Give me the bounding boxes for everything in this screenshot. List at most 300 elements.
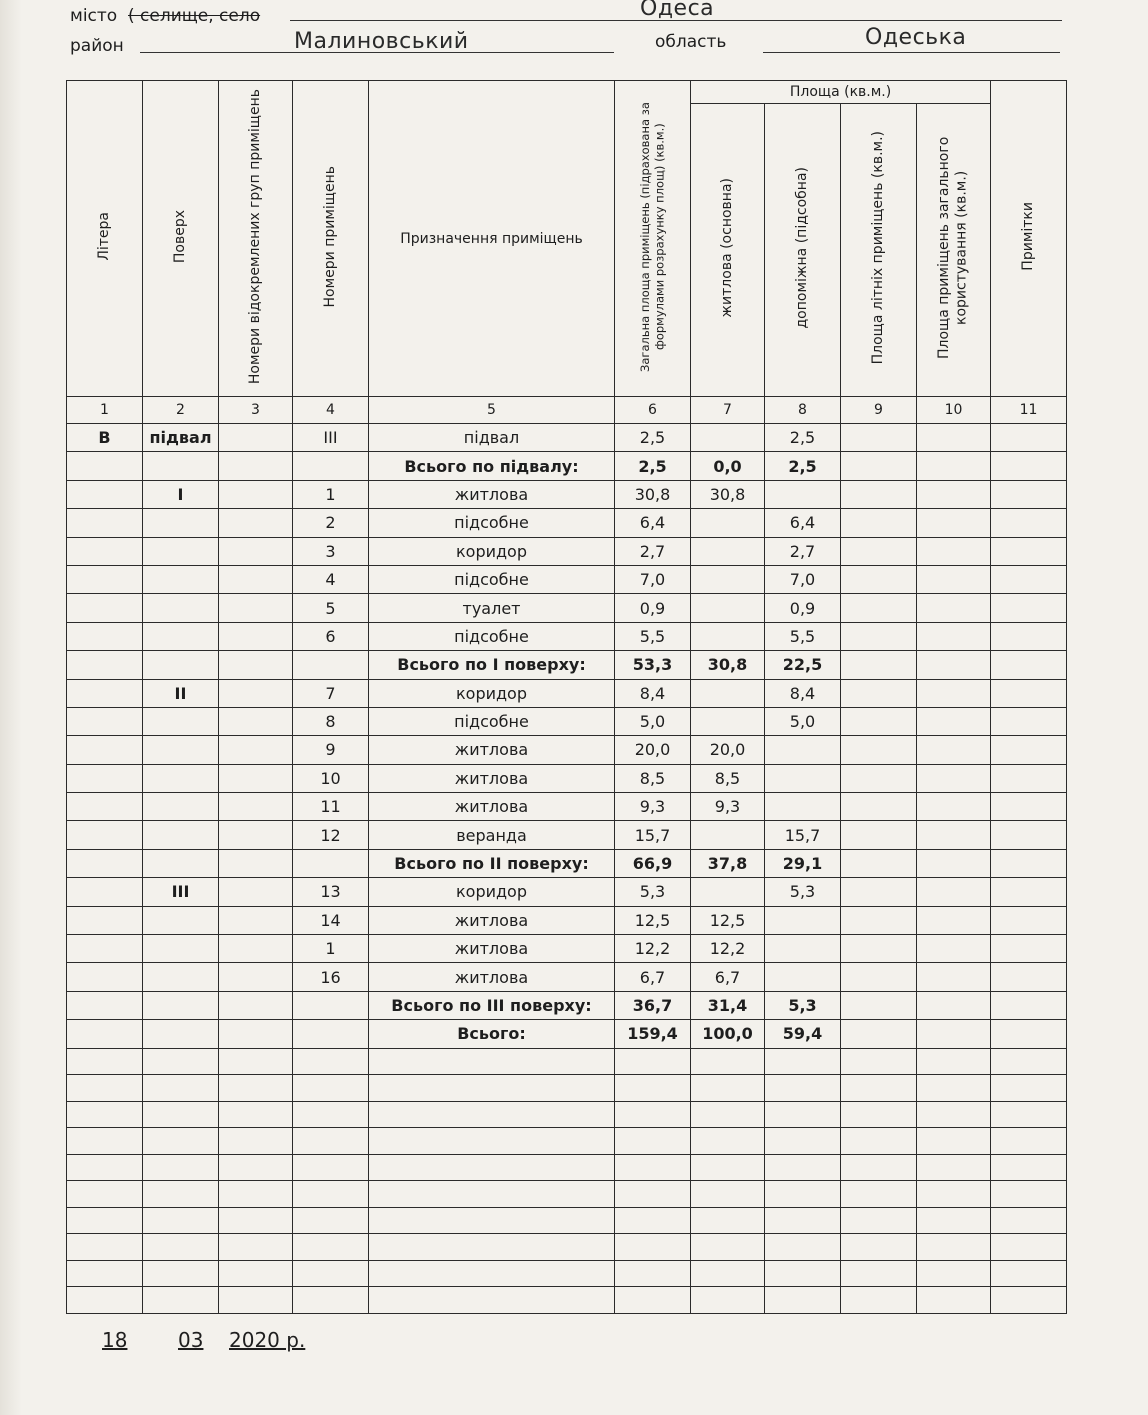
cell-group <box>219 651 293 679</box>
cell-common <box>917 736 991 764</box>
column-number: 5 <box>369 397 615 424</box>
cell-living: 0,0 <box>691 452 765 480</box>
blank-cell <box>293 1075 369 1102</box>
cell-group <box>219 906 293 934</box>
cell-living <box>691 622 765 650</box>
blank-cell <box>917 1181 991 1208</box>
col-header-summer: Площа літніх приміщень (кв.м.) <box>841 104 917 397</box>
blank-cell <box>991 1075 1067 1102</box>
cell-group <box>219 991 293 1019</box>
cell-group <box>219 509 293 537</box>
blank-cell <box>765 1075 841 1102</box>
cell-living: 8,5 <box>691 764 765 792</box>
total-row <box>67 452 1067 480</box>
cell-litera <box>67 963 143 991</box>
blank-cell <box>841 1181 917 1208</box>
cell-litera <box>67 906 143 934</box>
col-header-notes: Примітки <box>991 81 1067 397</box>
table-row <box>67 764 1067 792</box>
table-row <box>67 480 1067 508</box>
blank-cell <box>293 1048 369 1075</box>
blank-cell <box>293 1234 369 1261</box>
cell-notes <box>991 935 1067 963</box>
cell-group <box>219 424 293 452</box>
cell-common <box>917 1020 991 1048</box>
blank-cell <box>691 1128 765 1155</box>
cell-floor: I <box>143 480 219 508</box>
table-body <box>67 424 1067 1314</box>
cell-total: 5,5 <box>615 622 691 650</box>
cell-auxiliary: 5,5 <box>765 622 841 650</box>
blank-row <box>67 1234 1067 1261</box>
cell-floor: підвал <box>143 424 219 452</box>
column-number: 4 <box>293 397 369 424</box>
cell-common <box>917 424 991 452</box>
column-number: 11 <box>991 397 1067 424</box>
cell-auxiliary: 8,4 <box>765 679 841 707</box>
cell-common <box>917 963 991 991</box>
blank-row <box>67 1287 1067 1314</box>
cell-litera <box>67 849 143 877</box>
cell-common <box>917 906 991 934</box>
cell-group <box>219 679 293 707</box>
table-row <box>67 537 1067 565</box>
region-value: Одеська <box>865 25 967 50</box>
cell-purpose: житлова <box>369 906 615 934</box>
cell-notes <box>991 424 1067 452</box>
cell-group <box>219 963 293 991</box>
cell-purpose: підсобне <box>369 565 615 593</box>
blank-cell <box>765 1048 841 1075</box>
cell-total: 2,5 <box>615 424 691 452</box>
cell-purpose: житлова <box>369 963 615 991</box>
total-row <box>67 1020 1067 1048</box>
cell-purpose: житлова <box>369 764 615 792</box>
cell-litera <box>67 878 143 906</box>
cell-room: 11 <box>293 793 369 821</box>
blank-cell <box>841 1260 917 1287</box>
blank-cell <box>293 1181 369 1208</box>
cell-purpose: житлова <box>369 793 615 821</box>
blank-row <box>67 1128 1067 1155</box>
table-row <box>67 622 1067 650</box>
cell-notes <box>991 452 1067 480</box>
cell-purpose: Всього по підвалу: <box>369 452 615 480</box>
blank-cell <box>917 1128 991 1155</box>
cell-room: 7 <box>293 679 369 707</box>
cell-summer <box>841 651 917 679</box>
cell-total: 6,7 <box>615 963 691 991</box>
column-number: 2 <box>143 397 219 424</box>
blank-cell <box>293 1260 369 1287</box>
cell-total: 2,5 <box>615 452 691 480</box>
cell-room: III <box>293 424 369 452</box>
column-number: 10 <box>917 397 991 424</box>
date-year: 2020 р. <box>229 1328 306 1352</box>
cell-living: 30,8 <box>691 651 765 679</box>
cell-room <box>293 651 369 679</box>
blank-cell <box>369 1101 615 1128</box>
cell-living <box>691 594 765 622</box>
cell-room: 1 <box>293 935 369 963</box>
blank-cell <box>67 1234 143 1261</box>
blank-cell <box>765 1234 841 1261</box>
cell-floor <box>143 1020 219 1048</box>
blank-cell <box>691 1181 765 1208</box>
cell-room: 8 <box>293 707 369 735</box>
blank-cell <box>369 1048 615 1075</box>
table-row <box>67 935 1067 963</box>
cell-group <box>219 594 293 622</box>
cell-summer <box>841 509 917 537</box>
blank-cell <box>615 1128 691 1155</box>
cell-floor <box>143 935 219 963</box>
cell-summer <box>841 480 917 508</box>
cell-room: 10 <box>293 764 369 792</box>
cell-notes <box>991 793 1067 821</box>
blank-cell <box>991 1260 1067 1287</box>
cell-litera <box>67 594 143 622</box>
cell-living <box>691 707 765 735</box>
cell-auxiliary: 29,1 <box>765 849 841 877</box>
city-value: Одеса <box>640 0 715 21</box>
col-header-rooms: Номери приміщень <box>293 81 369 397</box>
col-header-total: Загальна площа приміщень (підрахована за формулами розрахунку площ) (кв.м.) <box>615 81 691 397</box>
cell-auxiliary: 22,5 <box>765 651 841 679</box>
cell-room: 14 <box>293 906 369 934</box>
cell-living: 100,0 <box>691 1020 765 1048</box>
cell-total: 159,4 <box>615 1020 691 1048</box>
cell-notes <box>991 509 1067 537</box>
col-header-groups: Номери відокремлених груп приміщень <box>219 81 293 397</box>
cell-total: 66,9 <box>615 849 691 877</box>
cell-room <box>293 452 369 480</box>
cell-total: 8,4 <box>615 679 691 707</box>
district-label: район <box>70 36 124 56</box>
cell-group <box>219 537 293 565</box>
cell-purpose: підсобне <box>369 509 615 537</box>
blank-cell <box>991 1181 1067 1208</box>
blank-cell <box>67 1260 143 1287</box>
cell-living <box>691 821 765 849</box>
cell-common <box>917 991 991 1019</box>
table-row <box>67 906 1067 934</box>
blank-cell <box>293 1287 369 1314</box>
blank-cell <box>67 1181 143 1208</box>
cell-floor <box>143 452 219 480</box>
cell-floor <box>143 509 219 537</box>
blank-cell <box>691 1207 765 1234</box>
blank-cell <box>369 1260 615 1287</box>
cell-auxiliary: 2,7 <box>765 537 841 565</box>
cell-auxiliary <box>765 793 841 821</box>
cell-group <box>219 565 293 593</box>
blank-cell <box>143 1234 219 1261</box>
table-row <box>67 679 1067 707</box>
cell-summer <box>841 935 917 963</box>
cell-notes <box>991 991 1067 1019</box>
cell-floor <box>143 963 219 991</box>
cell-total: 6,4 <box>615 509 691 537</box>
blank-cell <box>991 1154 1067 1181</box>
cell-purpose: підсобне <box>369 707 615 735</box>
cell-summer <box>841 906 917 934</box>
blank-cell <box>841 1154 917 1181</box>
cell-common <box>917 849 991 877</box>
cell-floor <box>143 849 219 877</box>
blank-cell <box>991 1287 1067 1314</box>
blank-row <box>67 1260 1067 1287</box>
blank-cell <box>691 1101 765 1128</box>
blank-cell <box>917 1287 991 1314</box>
cell-common <box>917 821 991 849</box>
cell-room: 4 <box>293 565 369 593</box>
blank-cell <box>615 1181 691 1208</box>
cell-litera <box>67 679 143 707</box>
cell-purpose: Всього по I поверху: <box>369 651 615 679</box>
settlement-label-struck: ( селище, село <box>128 6 261 26</box>
cell-group <box>219 736 293 764</box>
blank-row <box>67 1075 1067 1102</box>
cell-litera <box>67 1020 143 1048</box>
blank-row <box>67 1181 1067 1208</box>
blank-cell <box>143 1101 219 1128</box>
cell-notes <box>991 764 1067 792</box>
blank-cell <box>219 1181 293 1208</box>
region-underline <box>763 52 1060 53</box>
blank-cell <box>691 1260 765 1287</box>
cell-living: 6,7 <box>691 963 765 991</box>
col-header-area-group: Площа (кв.м.) <box>691 81 991 104</box>
blank-cell <box>841 1101 917 1128</box>
premises-table <box>66 80 1067 1314</box>
cell-summer <box>841 764 917 792</box>
blank-cell <box>67 1101 143 1128</box>
cell-auxiliary: 2,5 <box>765 452 841 480</box>
cell-room <box>293 849 369 877</box>
cell-common <box>917 679 991 707</box>
blank-cell <box>219 1260 293 1287</box>
blank-cell <box>615 1207 691 1234</box>
total-row <box>67 849 1067 877</box>
table-row <box>67 509 1067 537</box>
blank-cell <box>691 1154 765 1181</box>
cell-total: 9,3 <box>615 793 691 821</box>
cell-living: 12,2 <box>691 935 765 963</box>
cell-living: 37,8 <box>691 849 765 877</box>
blank-cell <box>841 1128 917 1155</box>
blank-cell <box>293 1207 369 1234</box>
cell-living <box>691 679 765 707</box>
cell-litera <box>67 991 143 1019</box>
cell-common <box>917 793 991 821</box>
cell-common <box>917 480 991 508</box>
column-number: 8 <box>765 397 841 424</box>
cell-notes <box>991 1020 1067 1048</box>
cell-group <box>219 878 293 906</box>
cell-room <box>293 1020 369 1048</box>
cell-living <box>691 509 765 537</box>
cell-auxiliary: 15,7 <box>765 821 841 849</box>
blank-cell <box>219 1101 293 1128</box>
blank-cell <box>143 1207 219 1234</box>
blank-cell <box>143 1154 219 1181</box>
cell-summer <box>841 679 917 707</box>
cell-total: 7,0 <box>615 565 691 593</box>
cell-living: 9,3 <box>691 793 765 821</box>
blank-cell <box>143 1287 219 1314</box>
cell-floor <box>143 793 219 821</box>
date-month: 03 <box>178 1328 204 1352</box>
cell-summer <box>841 1020 917 1048</box>
table-row <box>67 793 1067 821</box>
cell-auxiliary: 5,3 <box>765 878 841 906</box>
blank-cell <box>219 1154 293 1181</box>
cell-purpose: туалет <box>369 594 615 622</box>
cell-summer <box>841 565 917 593</box>
cell-purpose: підсобне <box>369 622 615 650</box>
cell-total: 30,8 <box>615 480 691 508</box>
blank-cell <box>369 1154 615 1181</box>
cell-living: 30,8 <box>691 480 765 508</box>
page-shadow-edge <box>0 0 22 1415</box>
cell-litera <box>67 537 143 565</box>
cell-notes <box>991 963 1067 991</box>
cell-purpose: житлова <box>369 480 615 508</box>
blank-cell <box>143 1260 219 1287</box>
cell-total: 12,5 <box>615 906 691 934</box>
blank-cell <box>143 1128 219 1155</box>
blank-cell <box>67 1207 143 1234</box>
blank-cell <box>765 1154 841 1181</box>
cell-room: 13 <box>293 878 369 906</box>
table-row <box>67 963 1067 991</box>
cell-floor <box>143 821 219 849</box>
cell-auxiliary <box>765 963 841 991</box>
blank-cell <box>841 1287 917 1314</box>
table-row <box>67 736 1067 764</box>
cell-floor: III <box>143 878 219 906</box>
cell-notes <box>991 594 1067 622</box>
cell-group <box>219 707 293 735</box>
cell-living: 20,0 <box>691 736 765 764</box>
blank-cell <box>917 1101 991 1128</box>
cell-room: 12 <box>293 821 369 849</box>
col-header-common: Площа приміщень загального користування (кв.м.) <box>917 104 991 397</box>
cell-floor <box>143 565 219 593</box>
table-row <box>67 594 1067 622</box>
cell-purpose: житлова <box>369 935 615 963</box>
cell-floor <box>143 991 219 1019</box>
cell-common <box>917 878 991 906</box>
cell-group <box>219 480 293 508</box>
cell-summer <box>841 707 917 735</box>
cell-purpose: веранда <box>369 821 615 849</box>
cell-living: 12,5 <box>691 906 765 934</box>
col-header-floor: Поверх <box>143 81 219 397</box>
blank-cell <box>369 1234 615 1261</box>
cell-room: 2 <box>293 509 369 537</box>
city-label: місто <box>70 6 118 26</box>
cell-purpose: Всього: <box>369 1020 615 1048</box>
column-number: 3 <box>219 397 293 424</box>
cell-group <box>219 793 293 821</box>
cell-litera: В <box>67 424 143 452</box>
cell-auxiliary <box>765 906 841 934</box>
cell-litera <box>67 707 143 735</box>
blank-cell <box>219 1048 293 1075</box>
blank-cell <box>143 1075 219 1102</box>
cell-group <box>219 1020 293 1048</box>
blank-cell <box>369 1181 615 1208</box>
cell-floor <box>143 651 219 679</box>
cell-common <box>917 707 991 735</box>
cell-notes <box>991 878 1067 906</box>
blank-cell <box>691 1287 765 1314</box>
blank-cell <box>219 1128 293 1155</box>
blank-cell <box>143 1048 219 1075</box>
blank-cell <box>917 1260 991 1287</box>
cell-auxiliary <box>765 764 841 792</box>
blank-cell <box>293 1101 369 1128</box>
cell-summer <box>841 622 917 650</box>
cell-auxiliary: 0,9 <box>765 594 841 622</box>
cell-summer <box>841 424 917 452</box>
cell-litera <box>67 509 143 537</box>
blank-cell <box>765 1101 841 1128</box>
cell-auxiliary: 5,0 <box>765 707 841 735</box>
blank-cell <box>765 1181 841 1208</box>
cell-total: 5,3 <box>615 878 691 906</box>
cell-litera <box>67 565 143 593</box>
col-header-living: житлова (основна) <box>691 104 765 397</box>
col-header-litera: Літера <box>67 81 143 397</box>
cell-common <box>917 594 991 622</box>
cell-purpose: Всього по III поверху: <box>369 991 615 1019</box>
blank-cell <box>691 1075 765 1102</box>
blank-cell <box>765 1207 841 1234</box>
cell-litera <box>67 764 143 792</box>
cell-purpose: житлова <box>369 736 615 764</box>
cell-room: 6 <box>293 622 369 650</box>
cell-notes <box>991 537 1067 565</box>
blank-row <box>67 1101 1067 1128</box>
cell-floor: II <box>143 679 219 707</box>
cell-auxiliary <box>765 736 841 764</box>
cell-living <box>691 878 765 906</box>
table-row <box>67 424 1067 452</box>
blank-cell <box>765 1260 841 1287</box>
cell-notes <box>991 622 1067 650</box>
cell-total: 5,0 <box>615 707 691 735</box>
blank-cell <box>369 1075 615 1102</box>
cell-purpose: Всього по II поверху: <box>369 849 615 877</box>
table-row <box>67 707 1067 735</box>
cell-total: 2,7 <box>615 537 691 565</box>
cell-summer <box>841 793 917 821</box>
cell-purpose: коридор <box>369 537 615 565</box>
cell-group <box>219 452 293 480</box>
cell-total: 20,0 <box>615 736 691 764</box>
blank-cell <box>841 1048 917 1075</box>
cell-living: 31,4 <box>691 991 765 1019</box>
cell-room: 3 <box>293 537 369 565</box>
blank-cell <box>917 1234 991 1261</box>
cell-litera <box>67 821 143 849</box>
blank-cell <box>841 1207 917 1234</box>
table-row <box>67 878 1067 906</box>
cell-summer <box>841 878 917 906</box>
